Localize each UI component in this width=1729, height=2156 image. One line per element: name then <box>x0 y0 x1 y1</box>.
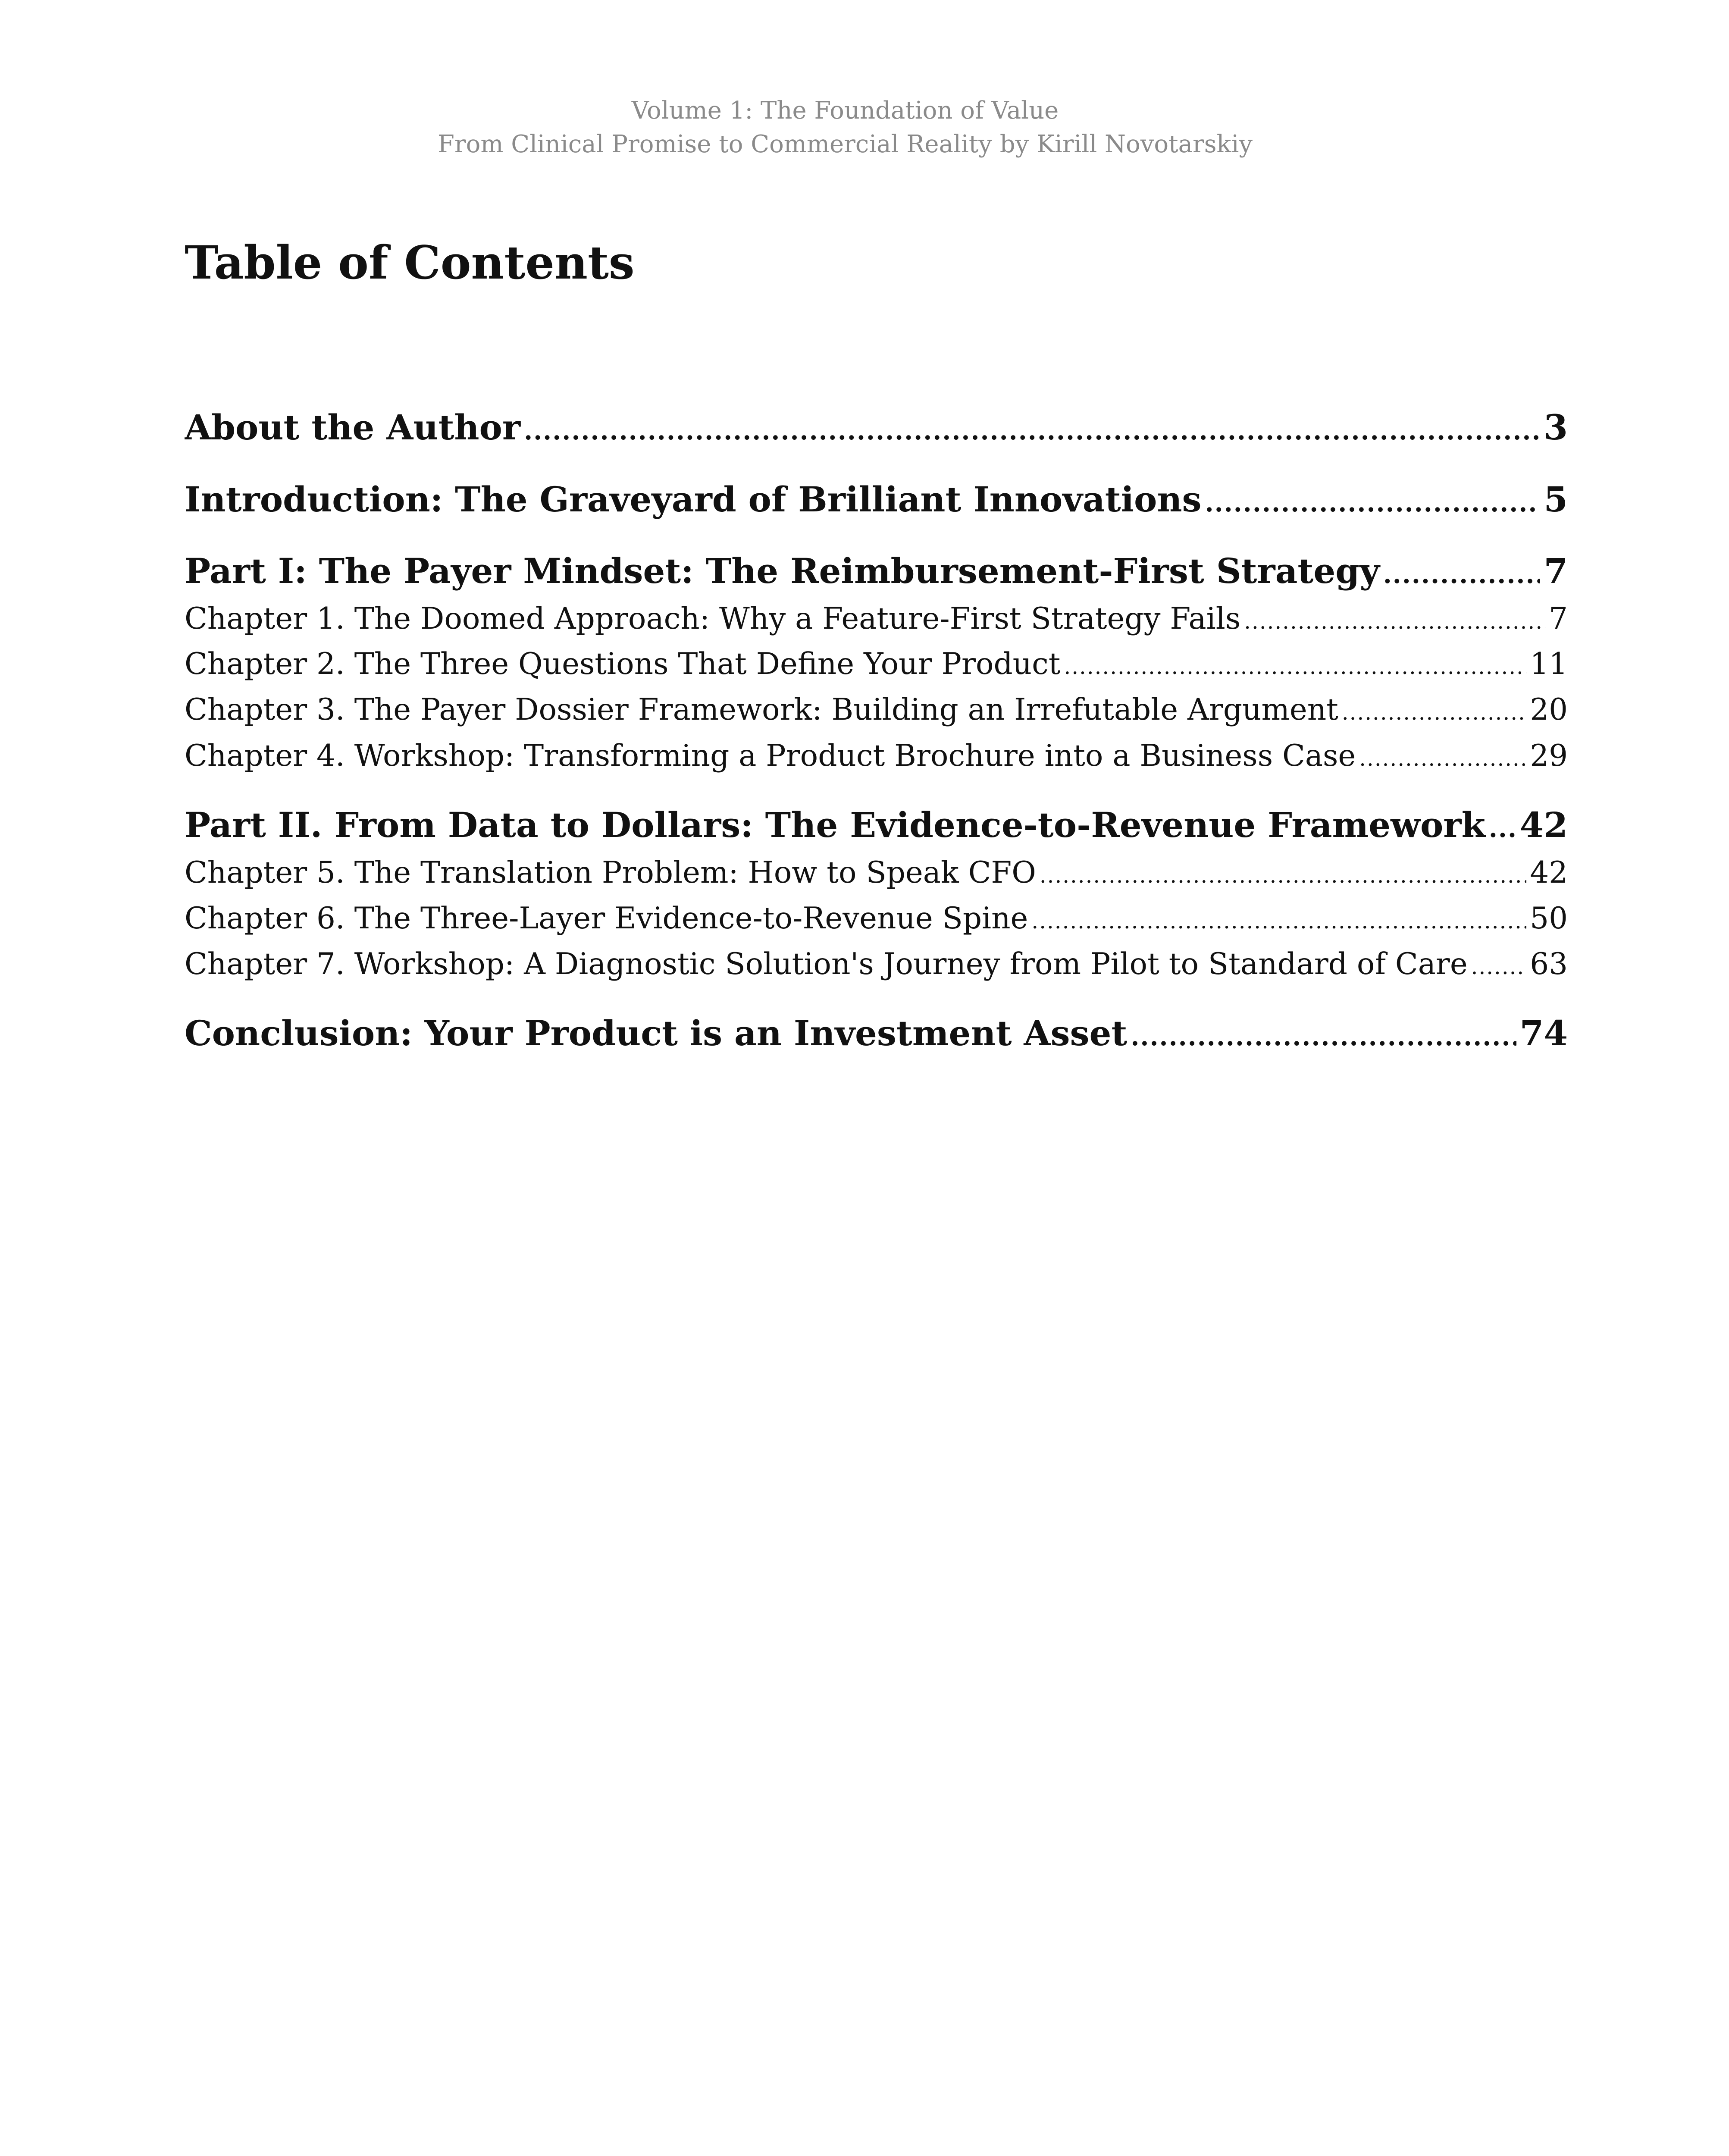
dot-leader <box>1244 600 1545 640</box>
toc-entry-label: Chapter 4. Workshop: Transforming a Product Brochure into a Business Case <box>185 739 1356 773</box>
toc-entry-chapter-2[interactable] <box>185 642 1568 686</box>
toc-entry-page: 7 <box>1544 551 1568 591</box>
dot-leader <box>1342 691 1526 731</box>
toc-entry-page: 42 <box>1530 856 1568 890</box>
toc-entry-page: 63 <box>1530 947 1568 981</box>
toc-entry-page: 29 <box>1530 739 1568 773</box>
toc-entry-part-1[interactable] <box>185 547 1568 595</box>
toc-entry-label: Introduction: The Graveyard of Brilliant Innovations <box>185 479 1202 520</box>
toc-entry-label: Chapter 7. Workshop: A Diagnostic Solution's Journey from Pilot to Standard of Care <box>185 947 1468 981</box>
toc-entry-label: About the Author <box>185 407 521 448</box>
toc-entry-page: 11 <box>1530 647 1568 681</box>
toc-entry-chapter-4[interactable] <box>185 734 1568 777</box>
toc-entry-conclusion[interactable] <box>185 1009 1568 1057</box>
toc-entry-about-author[interactable] <box>185 403 1568 451</box>
dot-leader <box>1131 1012 1516 1057</box>
dot-leader <box>1064 645 1526 686</box>
dot-leader <box>1040 854 1526 894</box>
toc-entry-page: 5 <box>1544 479 1568 520</box>
toc-entry-page: 3 <box>1544 407 1568 448</box>
dot-leader <box>1031 899 1526 940</box>
dot-leader <box>1205 479 1541 523</box>
toc-entry-page: 20 <box>1530 693 1568 727</box>
toc-entry-page: 50 <box>1530 901 1568 936</box>
toc-entry-label: Chapter 6. The Three-Layer Evidence-to-Revenue Spine <box>185 901 1028 936</box>
dot-leader <box>1359 737 1526 777</box>
page-title: Table of Contents <box>185 235 635 289</box>
dot-leader <box>524 407 1540 451</box>
toc-entry-chapter-3[interactable] <box>185 688 1568 731</box>
dot-leader <box>1471 945 1527 986</box>
toc-entry-label: Conclusion: Your Product is an Investment Asset <box>185 1013 1128 1053</box>
toc-entry-page: 42 <box>1519 805 1568 845</box>
dot-leader <box>1383 550 1541 595</box>
toc-entry-page: 74 <box>1519 1013 1568 1053</box>
toc-entry-label: Chapter 3. The Payer Dossier Framework: Building an Irrefutable Argument <box>185 693 1338 727</box>
toc-entry-chapter-5[interactable] <box>185 851 1568 894</box>
toc-entry-label: Chapter 2. The Three Questions That Define Your Product <box>185 647 1061 681</box>
running-header-book-title: From Clinical Promise to Commercial Reality by Kirill Novotarskiy <box>438 130 1253 158</box>
toc-entry-introduction[interactable] <box>185 475 1568 523</box>
toc-entry-chapter-7[interactable] <box>185 943 1568 986</box>
toc-entry-label: Part I: The Payer Mindset: The Reimbursement-First Strategy <box>185 551 1380 591</box>
running-header-volume: Volume 1: The Foundation of Value <box>631 97 1059 125</box>
toc-entry-part-2[interactable] <box>185 801 1568 849</box>
toc-entry-label: Chapter 1. The Doomed Approach: Why a Feature-First Strategy Fails <box>185 602 1241 636</box>
dot-leader <box>1489 804 1516 849</box>
running-header <box>0 94 1690 161</box>
toc-entry-chapter-6[interactable] <box>185 897 1568 940</box>
toc-entry-label: Chapter 5. The Translation Problem: How to Speak CFO <box>185 856 1036 890</box>
toc-entry-page: 7 <box>1549 602 1568 636</box>
toc-entry-label: Part II. From Data to Dollars: The Evidence-to-Revenue Framework <box>185 805 1485 845</box>
toc-entry-chapter-1[interactable] <box>185 597 1568 640</box>
